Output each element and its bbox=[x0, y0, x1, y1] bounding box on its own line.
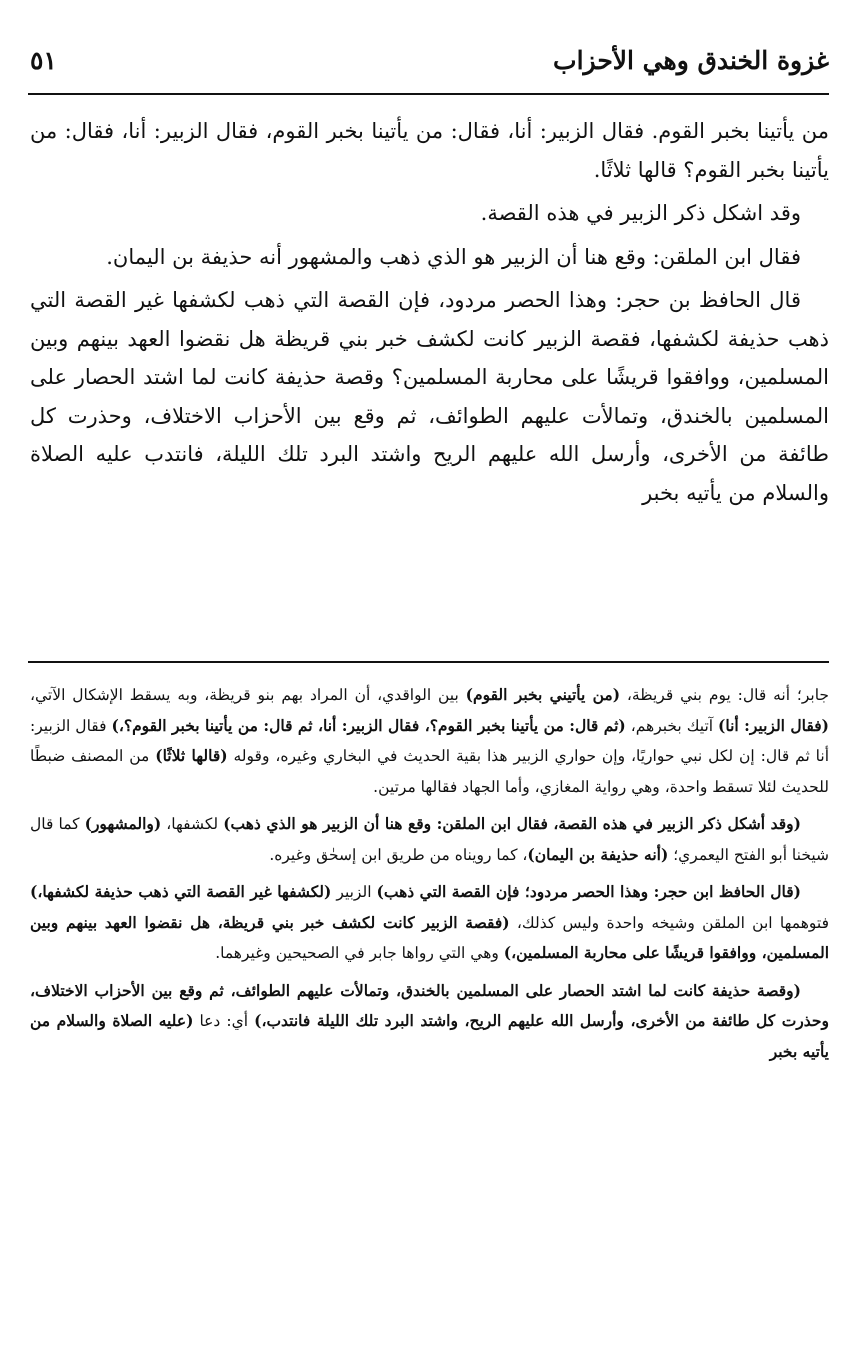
commentary-bold-segment: (وقد أشكل ذكر الزبير في هذه القصة، فقال ابن الملقن: وقع هنا أن الزبير هو الذي ذهب) bbox=[223, 814, 801, 833]
commentary-bold-segment: (وقصة حذيفة كانت لما اشتد الحصار على المسلمين بالخندق، وتمالأت عليهم الطوائف، ثم وقع بين الأحزاب الاختلاف، وحذرت كل طائفة من الأخرى، وأرسل الله عليهم الريح، واشتد البرد تلك الليلة فانتدب،) bbox=[30, 980, 829, 1030]
running-title: غزوة الخندق وهي الأحزاب bbox=[553, 46, 829, 75]
commentary-paragraph-1 bbox=[30, 680, 829, 802]
commentary-segment: ، كما رويناه من طريق ابن إسحٰق وغيره. bbox=[269, 845, 528, 864]
main-paragraph-1: من يأتينا بخبر القوم. فقال الزبير: أنا، فقال: من يأتينا بخبر القوم، فقال الزبير: أنا، فقال: من يأتينا بخبر القوم؟ قالها ثلاثًا. bbox=[30, 119, 829, 182]
commentary-segment: أي: دعا bbox=[193, 1012, 255, 1030]
main-text bbox=[30, 112, 829, 517]
page-number: ٥١ bbox=[30, 46, 57, 75]
main-paragraph-3: فقال ابن الملقن: وقع هنا أن الزبير هو الذي ذهب والمشهور أنه حذيفة بن اليمان. bbox=[106, 244, 801, 269]
commentary-text bbox=[30, 680, 829, 1074]
commentary-bold-segment: (قالها ثلاثًا) bbox=[155, 746, 228, 765]
commentary-segment: بين الواقدي، أن المراد بهم بنو قريظة، وبه يسقط الإشكال الآتي، bbox=[30, 686, 466, 704]
commentary-segment: فقال الزبير: أنا ثم قال: إن لكل نبي حواريًا، وإن حواري الزبير هذا بقية الحديث في البخاري وغيره، وقوله bbox=[30, 716, 830, 765]
commentary-bold-segment: (عليه الصلاة والسلام من يأتيه بخبر bbox=[30, 1011, 829, 1061]
main-paragraph-2: وقد اشكل ذكر الزبير في هذه القصة. bbox=[480, 201, 801, 225]
commentary-paragraph-2 bbox=[30, 809, 829, 870]
commentary-paragraph-3 bbox=[30, 877, 829, 969]
commentary-segment: فتوهمها ابن الملقن وشيخه واحدة وليس كذلك، bbox=[509, 913, 829, 932]
commentary-bold-segment: (قال الحافظ ابن حجر: وهذا الحصر مردود؛ فإن القصة التي ذهب) bbox=[376, 882, 801, 901]
commentary-segment: وهي التي رواها جابر في الصحيحين وغيرهما. bbox=[215, 944, 504, 962]
page-header bbox=[30, 40, 829, 90]
commentary-segment: جابر؛ أنه قال: يوم بني قريظة، bbox=[620, 686, 829, 704]
commentary-bold-segment: (أنه حذيفة بن اليمان) bbox=[527, 844, 669, 864]
commentary-paragraph-4 bbox=[30, 976, 829, 1068]
footnote-rule bbox=[28, 661, 829, 663]
commentary-segment: لكشفها، bbox=[161, 815, 224, 833]
commentary-segment: من المصنف ضبطًا للحديث لئلا تسقط واحدة، وهي رواية المغازي، وأما الجهاد فقالها مرتين. bbox=[30, 747, 829, 796]
commentary-segment: الزبير bbox=[331, 883, 377, 901]
main-paragraph-4: قال الحافظ بن حجر: وهذا الحصر مردود، فإن القصة التي ذهب لكشفها غير القصة التي ذهب حذيفة لكشفها، فقصة الزبير كانت لكشف خبر بني قريظة هل نقضوا العهد بينهم وبين المسلمين، ووافقوا قريشًا على محاربة المسلمين؟ وقصة حذيفة كانت لما اشتد الحصار على المسلمين بالخندق، وتمالأت عليهم الطوائف، ثم وقع بين الأحزاب الاختلاف، وحذرت كل طائفة من الأخرى، وأرسل الله عليهم الريح واشتد البرد تلك الليلة، فانتدب عليه الصلاة والسلام من يأتيه بخبر bbox=[30, 288, 829, 505]
commentary-bold-segment: (والمشهور) bbox=[84, 814, 162, 833]
commentary-bold-segment: (فقال الزبير: أنا) bbox=[718, 715, 829, 735]
commentary-bold-segment: (من يأتيني بخبر القوم) bbox=[465, 685, 621, 704]
commentary-segment: آتيك بخبرهم، bbox=[625, 716, 719, 735]
commentary-segment: كما قال شيخنا أبو الفتح اليعمري؛ bbox=[30, 815, 829, 864]
commentary-bold-segment: (فقصة الزبير كانت لكشف خبر بني قريظة، هل نقضوا العهد بينهم وبين المسلمين، ووافقوا قريشًا على محاربة المسلمين،) bbox=[30, 912, 829, 962]
commentary-bold-segment: (لكشفها غير القصة التي ذهب حذيفة لكشفها،) bbox=[30, 882, 332, 901]
commentary-bold-segment: (ثم قال: من يأتينا بخبر القوم؟، فقال الزبير: أنا، ثم قال: من يأتينا بخبر القوم؟،) bbox=[111, 715, 626, 735]
header-rule bbox=[28, 93, 829, 95]
